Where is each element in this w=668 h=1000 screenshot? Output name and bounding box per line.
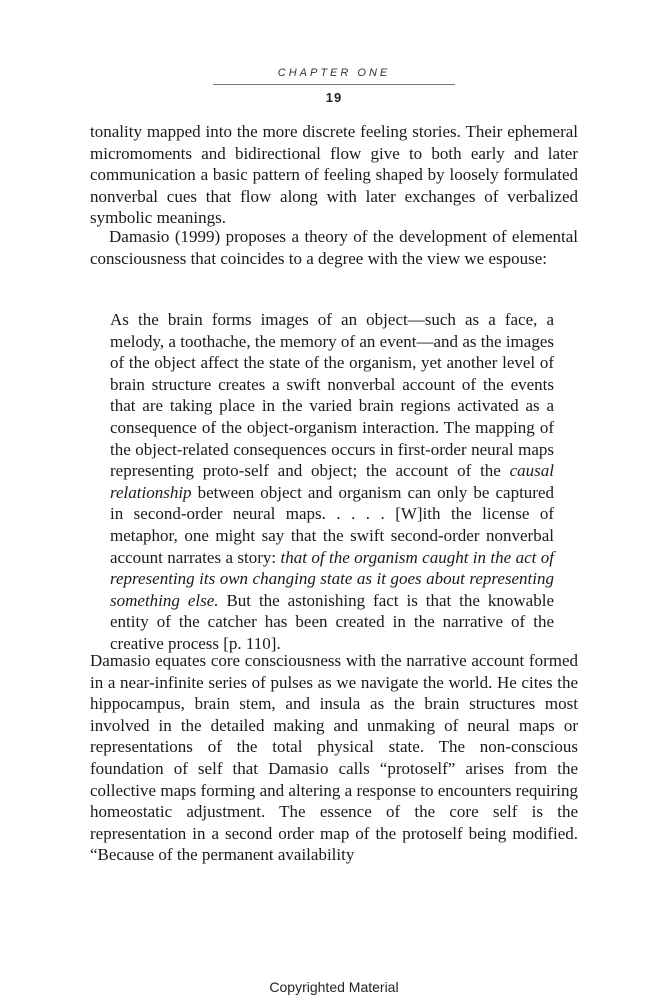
quote-italic-1: causal relationship — [110, 461, 554, 502]
paragraph-2: Damasio (1999) proposes a theory of the development of elemental consciousness that coincides to a degree with the view we espouse: — [90, 227, 578, 268]
quote-italic-2: that of the organism caught in the act of representing its own changing state as it goes about representing something else. — [110, 547, 554, 610]
page-number: 19 — [325, 90, 343, 105]
block-quote — [110, 309, 554, 655]
paragraph-3: Damasio equates core consciousness with the narrative account formed in a near-infinite series of pulses as we navigate the world. He cites the hippocampus, brain stem, and insula as the brain structures most involved in the detailed making and unmaking of neural maps or representations of the total physical state. The non-conscious foundation of self that Damasio calls “protoself” arises from the collective maps forming and altering a response to encounters requiring homeostatic adjustment. The essence of the core self is the representation in a second order map of the protoself being modified. “Because of the permanent availability — [90, 651, 578, 865]
copyright-footer: Copyrighted Material — [269, 979, 399, 995]
chapter-heading: CHAPTER ONE — [277, 67, 391, 79]
quote-text-2: between object and organism can only be captured in second-order neural maps. . . . . [W]ith the license of metaphor, one might say that the swift second-order nonverbal account narrates a story: — [110, 482, 554, 567]
quote-text-1: As the brain forms images of an object—such as a face, a melody, a toothache, the memory of an event—and as the images of the object affect the state of the organism, yet another level of brain structure creates a swift nonverbal account of the events that are taking place in the varied brain regions activated as a consequence of the object-organism interaction. The mapping of the object-related consequences occurs in first-order neural maps representing proto-self and object; the account of the — [110, 310, 554, 481]
paragraph-1: tonality mapped into the more discrete feeling stories. Their ephemeral micromoments and bidirectional flow give to both early and later communication a basic pattern of feeling shaped by loosely formulated nonverbal cues that flow along with later exchanges of verbalized symbolic meanings. — [90, 122, 578, 228]
header-rule — [213, 84, 455, 85]
quote-text-3: But the astonishing fact is that the knowable entity of the catcher has been created in the narrative of the creative process [p. 110]. — [110, 590, 554, 653]
